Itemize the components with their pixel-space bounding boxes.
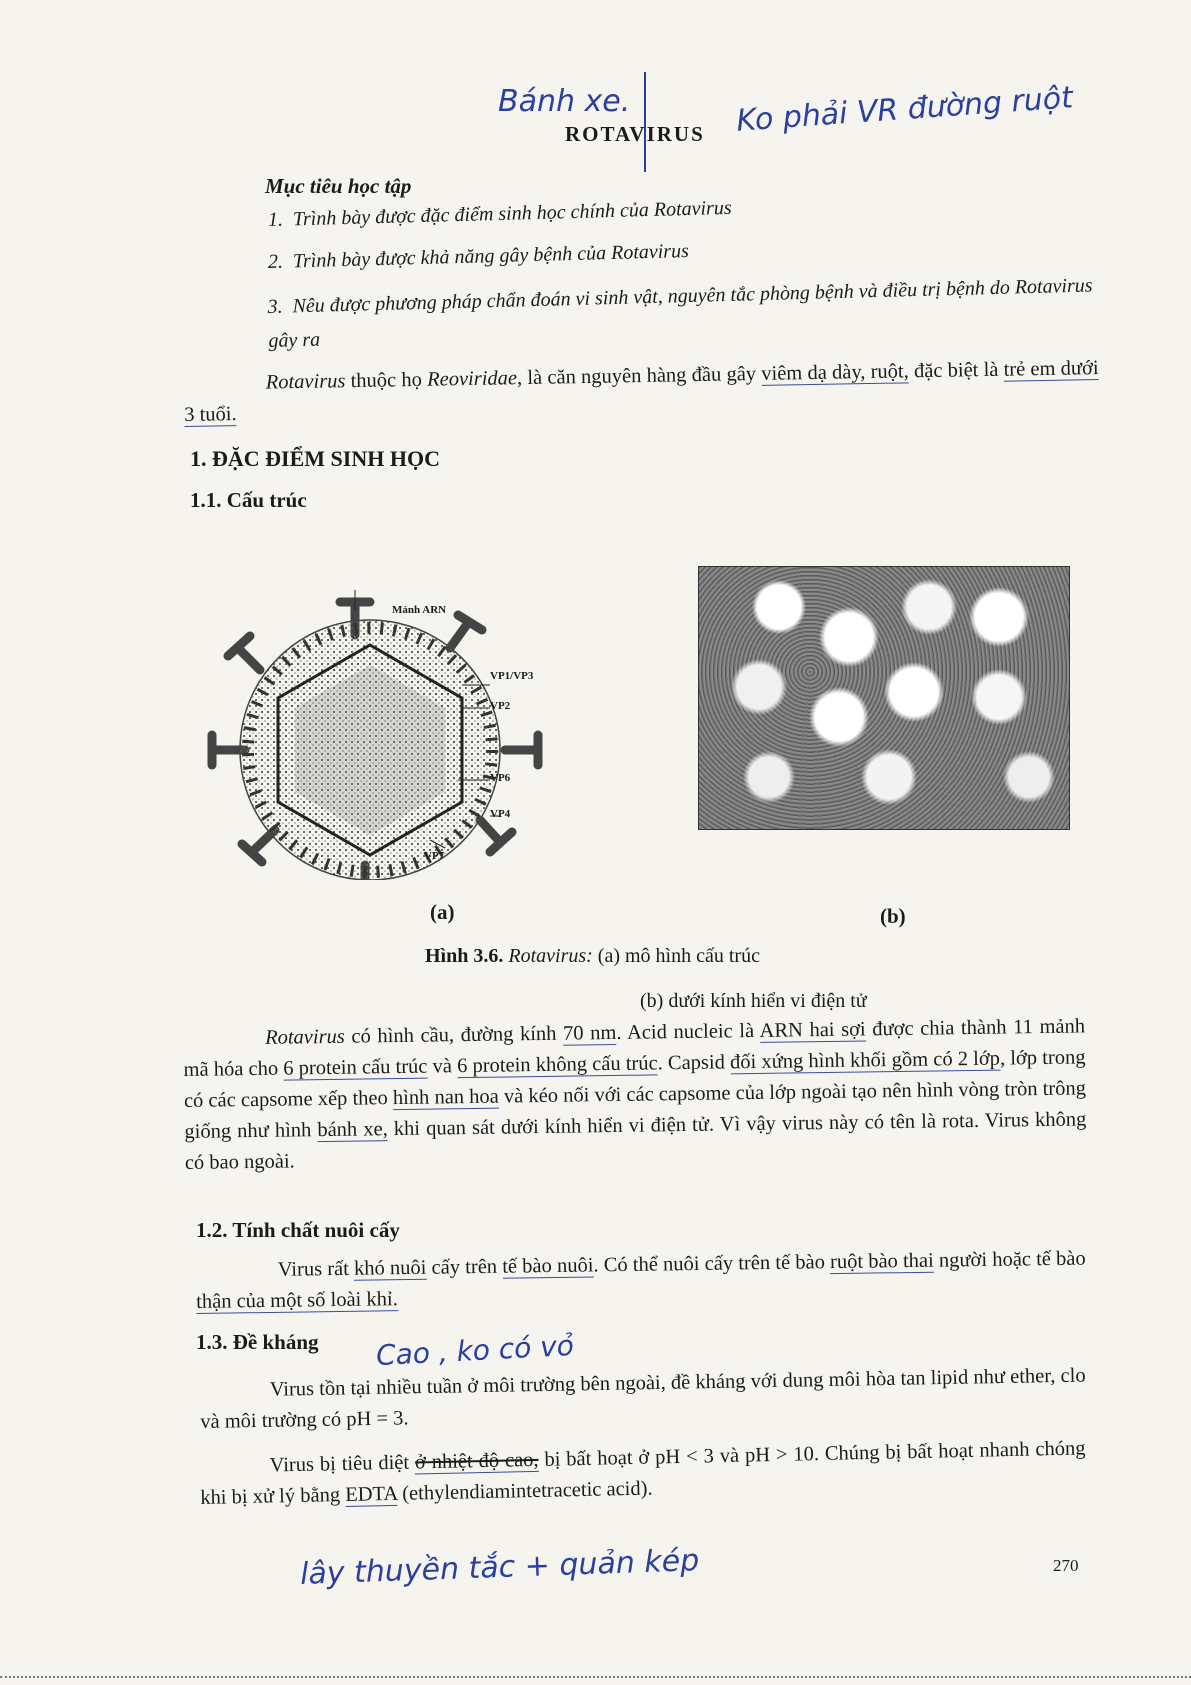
figure-caption <box>425 945 760 968</box>
virus-name: Rotavirus <box>264 1025 345 1049</box>
underlined-text: 70 nm <box>562 1021 617 1045</box>
section-1-heading: 1. ĐẶC ĐIỂM SINH HỌC <box>190 446 440 471</box>
objective-num: 2. <box>267 250 284 273</box>
text-run: và kéo nối với các capsome của lớp ngoài tạo nên hình vòng tròn trông giống như hình <box>184 1077 1087 1143</box>
underlined-text: ở nhiệt độ cao, <box>414 1448 539 1474</box>
text-run: bị bất hoạt ở pH < 3 và pH > 10. Chúng bị bất hoạt nhanh chóng khi bị xử lý bằng <box>200 1437 1086 1509</box>
text-run: khi quan sát dưới kính hiển vi điện tử. Vì vậy virus này có tên là rota. Virus không có bao ngoài. <box>184 1108 1087 1174</box>
underlined-text: ARN hai sợi <box>759 1018 866 1042</box>
subsection-1-2-heading: 1.2. Tính chất nuôi cấy <box>196 1218 400 1242</box>
objective-item-3 <box>267 268 1108 358</box>
handwritten-note-not-enteric: Ko phải VR đường ruột <box>735 80 1074 139</box>
intro-paragraph <box>183 353 1099 431</box>
text-run: cấy trên <box>426 1255 503 1279</box>
handwritten-note-bottom: lây thuyền tắc + quản kép <box>299 1543 700 1592</box>
figure-a-label: (a) <box>430 900 455 924</box>
culture-paragraph <box>196 1244 1087 1318</box>
scan-edge <box>0 1676 1191 1678</box>
underlined-text: 6 protein không cấu trúc <box>456 1052 658 1078</box>
family-name: Reoviridae <box>426 367 518 391</box>
figure-b-label: (b) <box>880 904 906 928</box>
structure-paragraph <box>183 1011 1087 1179</box>
objective-num: 3. <box>267 295 283 319</box>
caption-a: (a) mô hình cấu trúc <box>597 945 760 967</box>
label-vp6: VP6 <box>490 772 511 784</box>
text-run: có hình cầu, đường kính <box>344 1022 564 1048</box>
underlined-text: hình nan hoa <box>392 1085 499 1110</box>
objective-item-2 <box>268 240 689 274</box>
handwritten-note-resistance: Cao , ko có vỏ <box>375 1328 575 1373</box>
underlined-text: đối xứng hình khối gồm có 2 lớp <box>729 1047 1001 1074</box>
text-run: Virus bị tiêu diệt <box>269 1451 416 1477</box>
underlined-text: khó nuôi <box>353 1256 427 1280</box>
objective-text: Trình bày được đặc điểm sinh học chính của Rotavirus <box>292 196 732 231</box>
label-vp2: VP2 <box>490 700 511 712</box>
text-run: (ethylendiamintetracetic acid). <box>396 1477 653 1505</box>
subsection-1-1-heading: 1.1. Cấu trúc <box>190 488 307 512</box>
rotavirus-structure-diagram <box>200 590 590 880</box>
text-run: . Acid nucleic là <box>616 1019 760 1044</box>
resistance-paragraph-1: Virus tồn tại nhiều tuần ở môi trường bên ngoài, đề kháng với dung môi hòa tan lipid như ether, clo và môi trường có pH = 3. <box>200 1364 1086 1433</box>
objective-num: 1. <box>267 208 284 231</box>
text-run: và <box>427 1055 458 1078</box>
text-run: , lớp trong có các capsome xếp theo <box>183 1046 1086 1112</box>
text-run: . Capsid <box>657 1051 731 1075</box>
underlined-text: thận của một số loài khỉ. <box>196 1288 398 1313</box>
objective-item-1 <box>268 197 732 232</box>
page-title: ROTAVIRUS <box>565 122 705 146</box>
resistance-paragraph-2 <box>199 1433 1086 1514</box>
underlined-text: tế bào nuôi <box>502 1254 594 1278</box>
text-run: . Có thể nuôi cấy trên tế bào <box>593 1251 831 1277</box>
underlined-text: 6 protein cấu trúc <box>283 1055 428 1080</box>
text-run: đặc biệt là <box>908 358 1004 383</box>
objective-text: Nêu được phương pháp chẩn đoán vi sinh vật, nguyên tắc phòng bệnh và điều trị bệnh do Rotavirus gây ra <box>268 274 1093 352</box>
text-run: Virus rất <box>277 1257 355 1281</box>
objectives-heading: Mục tiêu học tập <box>265 174 412 198</box>
text-run: , là căn nguyên hàng đầu gây <box>516 362 762 390</box>
caption-virus: Rotavirus: <box>508 945 593 967</box>
handwritten-note-banh-xe: Bánh xe. <box>498 84 631 119</box>
label-arn: Mảnh ARN <box>392 604 447 616</box>
virus-name: Rotavirus <box>265 370 346 394</box>
underlined-text: trẻ em dưới 3 tuổi. <box>184 357 1099 426</box>
electron-micrograph <box>698 566 1070 830</box>
label-vp7: VP7 <box>424 850 445 862</box>
text-run: người hoặc tế bào <box>933 1247 1086 1272</box>
underlined-text: bánh xe, <box>317 1118 388 1142</box>
text-run: được chia thành 11 mảnh mã hóa cho <box>183 1015 1086 1082</box>
subsection-1-3-heading: 1.3. Đề kháng <box>196 1330 319 1354</box>
underlined-text: ruột bào thai <box>829 1249 934 1274</box>
underlined-text: EDTA <box>344 1482 398 1506</box>
page-number: 270 <box>1053 1556 1079 1575</box>
label-vp4: VP4 <box>490 808 511 820</box>
caption-label: Hình 3.6. <box>425 945 504 967</box>
figure-caption-b: (b) dưới kính hiển vi điện tử <box>640 990 867 1012</box>
objective-text: Trình bày được khả năng gây bệnh của Rotavirus <box>292 239 690 273</box>
label-vp1-vp3: VP1/VP3 <box>490 670 534 682</box>
underlined-text: viêm dạ dày, ruột, <box>761 360 909 385</box>
text-run: thuộc họ <box>345 368 428 393</box>
